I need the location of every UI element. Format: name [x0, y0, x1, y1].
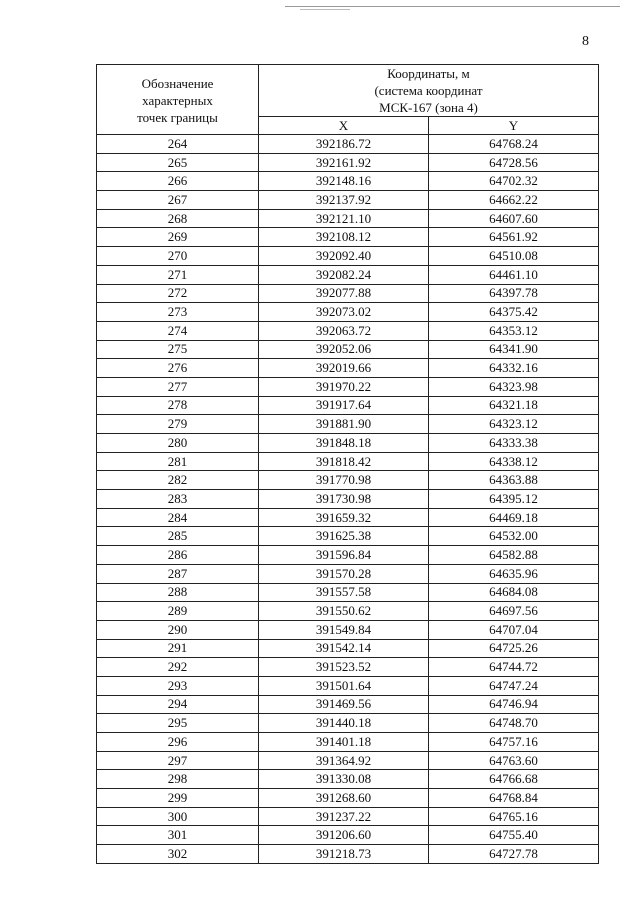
table-row	[97, 340, 599, 359]
table-row	[97, 508, 599, 527]
point-id-cell: 301	[97, 826, 259, 845]
y-coordinate-cell: 64707.04	[429, 620, 599, 639]
table-row	[97, 321, 599, 340]
x-coordinate-cell: 391501.64	[259, 676, 429, 695]
point-id-cell: 283	[97, 490, 259, 509]
table-row	[97, 845, 599, 864]
table-row	[97, 658, 599, 677]
table-row	[97, 546, 599, 565]
x-coordinate-cell: 391440.18	[259, 714, 429, 733]
point-id-cell: 300	[97, 807, 259, 826]
x-coordinate-cell: 392186.72	[259, 135, 429, 154]
table-row	[97, 135, 599, 154]
point-id-cell: 275	[97, 340, 259, 359]
table-row	[97, 826, 599, 845]
y-coordinate-cell: 64635.96	[429, 564, 599, 583]
x-coordinate-cell: 392092.40	[259, 247, 429, 266]
y-coordinate-cell: 64363.88	[429, 471, 599, 490]
point-column-header	[97, 65, 259, 135]
point-id-cell: 298	[97, 770, 259, 789]
table-row	[97, 172, 599, 191]
coords-header-line3: МСК-167 (зона 4)	[379, 100, 478, 115]
point-id-cell: 282	[97, 471, 259, 490]
x-coordinate-cell: 391523.52	[259, 658, 429, 677]
x-column-header: X	[259, 117, 429, 135]
x-coordinate-cell: 392137.92	[259, 191, 429, 210]
y-coordinate-cell: 64338.12	[429, 452, 599, 471]
point-id-cell: 280	[97, 434, 259, 453]
y-coordinate-cell: 64768.84	[429, 789, 599, 808]
y-coordinate-cell: 64332.16	[429, 359, 599, 378]
y-coordinate-cell: 64744.72	[429, 658, 599, 677]
x-coordinate-cell: 392063.72	[259, 321, 429, 340]
y-coordinate-cell: 64766.68	[429, 770, 599, 789]
table-row	[97, 228, 599, 247]
x-coordinate-cell: 391970.22	[259, 377, 429, 396]
top-rule	[285, 6, 620, 7]
y-coordinate-cell: 64375.42	[429, 303, 599, 322]
y-coordinate-cell: 64323.12	[429, 415, 599, 434]
table-row	[97, 359, 599, 378]
table-row	[97, 733, 599, 752]
y-coordinate-cell: 64532.00	[429, 527, 599, 546]
point-id-cell: 268	[97, 209, 259, 228]
y-coordinate-cell: 64747.24	[429, 676, 599, 695]
table-row	[97, 396, 599, 415]
point-id-cell: 269	[97, 228, 259, 247]
y-coordinate-cell: 64395.12	[429, 490, 599, 509]
y-coordinate-cell: 64461.10	[429, 265, 599, 284]
table-row	[97, 751, 599, 770]
y-coordinate-cell: 64510.08	[429, 247, 599, 266]
point-id-cell: 299	[97, 789, 259, 808]
y-coordinate-cell: 64469.18	[429, 508, 599, 527]
x-coordinate-cell: 391596.84	[259, 546, 429, 565]
point-id-cell: 284	[97, 508, 259, 527]
y-coordinate-cell: 64763.60	[429, 751, 599, 770]
table-body	[97, 135, 599, 864]
table-row	[97, 471, 599, 490]
table-row	[97, 620, 599, 639]
x-coordinate-cell: 391770.98	[259, 471, 429, 490]
table-row	[97, 602, 599, 621]
point-id-cell: 273	[97, 303, 259, 322]
y-coordinate-cell: 64725.26	[429, 639, 599, 658]
x-coordinate-cell: 391550.62	[259, 602, 429, 621]
point-id-cell: 274	[97, 321, 259, 340]
point-header-line1: Обозначение	[141, 76, 214, 91]
table-row	[97, 695, 599, 714]
x-coordinate-cell: 391570.28	[259, 564, 429, 583]
x-coordinate-cell: 391364.92	[259, 751, 429, 770]
table-row	[97, 564, 599, 583]
x-coordinate-cell: 392052.06	[259, 340, 429, 359]
table-row	[97, 639, 599, 658]
point-id-cell: 279	[97, 415, 259, 434]
x-coordinate-cell: 391557.58	[259, 583, 429, 602]
coords-header-line1: Координаты, м	[387, 66, 470, 81]
table-row	[97, 191, 599, 210]
table-row	[97, 377, 599, 396]
y-coordinate-cell: 64755.40	[429, 826, 599, 845]
point-id-cell: 302	[97, 845, 259, 864]
point-id-cell: 278	[97, 396, 259, 415]
y-coordinate-cell: 64341.90	[429, 340, 599, 359]
y-coordinate-cell: 64728.56	[429, 153, 599, 172]
point-id-cell: 276	[97, 359, 259, 378]
x-coordinate-cell: 392019.66	[259, 359, 429, 378]
y-coordinate-cell: 64323.98	[429, 377, 599, 396]
table-row	[97, 490, 599, 509]
table-row	[97, 527, 599, 546]
x-coordinate-cell: 391881.90	[259, 415, 429, 434]
table-row	[97, 714, 599, 733]
page-number: 8	[582, 34, 589, 49]
y-column-header: Y	[429, 117, 599, 135]
point-id-cell: 266	[97, 172, 259, 191]
coordinates-table	[96, 64, 599, 864]
x-coordinate-cell: 391330.08	[259, 770, 429, 789]
table-row	[97, 770, 599, 789]
point-header-line3: точек границы	[137, 110, 218, 125]
point-id-cell: 289	[97, 602, 259, 621]
point-id-cell: 293	[97, 676, 259, 695]
top-rule-short	[300, 9, 350, 10]
x-coordinate-cell: 392073.02	[259, 303, 429, 322]
y-coordinate-cell: 64697.56	[429, 602, 599, 621]
y-coordinate-cell: 64727.78	[429, 845, 599, 864]
table-row	[97, 209, 599, 228]
x-coordinate-cell: 391848.18	[259, 434, 429, 453]
x-coordinate-cell: 392077.88	[259, 284, 429, 303]
point-id-cell: 264	[97, 135, 259, 154]
y-coordinate-cell: 64662.22	[429, 191, 599, 210]
y-coordinate-cell: 64684.08	[429, 583, 599, 602]
x-coordinate-cell: 391659.32	[259, 508, 429, 527]
point-id-cell: 281	[97, 452, 259, 471]
y-coordinate-cell: 64746.94	[429, 695, 599, 714]
x-coordinate-cell: 391542.14	[259, 639, 429, 658]
x-coordinate-cell: 391237.22	[259, 807, 429, 826]
table-row	[97, 434, 599, 453]
point-id-cell: 296	[97, 733, 259, 752]
point-id-cell: 271	[97, 265, 259, 284]
table-row	[97, 676, 599, 695]
point-id-cell: 277	[97, 377, 259, 396]
point-id-cell: 291	[97, 639, 259, 658]
table-row	[97, 452, 599, 471]
x-coordinate-cell: 391218.73	[259, 845, 429, 864]
y-coordinate-cell: 64702.32	[429, 172, 599, 191]
point-id-cell: 294	[97, 695, 259, 714]
table-row	[97, 807, 599, 826]
x-coordinate-cell: 391549.84	[259, 620, 429, 639]
point-id-cell: 288	[97, 583, 259, 602]
point-id-cell: 292	[97, 658, 259, 677]
table-row	[97, 583, 599, 602]
x-coordinate-cell: 392148.16	[259, 172, 429, 191]
x-coordinate-cell: 391469.56	[259, 695, 429, 714]
x-coordinate-cell: 391206.60	[259, 826, 429, 845]
x-coordinate-cell: 391401.18	[259, 733, 429, 752]
point-id-cell: 267	[97, 191, 259, 210]
point-id-cell: 297	[97, 751, 259, 770]
table-row	[97, 265, 599, 284]
table-row	[97, 153, 599, 172]
coords-header-line2: (система координат	[374, 83, 483, 98]
table-row	[97, 247, 599, 266]
point-id-cell: 290	[97, 620, 259, 639]
x-coordinate-cell: 392121.10	[259, 209, 429, 228]
y-coordinate-cell: 64757.16	[429, 733, 599, 752]
point-id-cell: 270	[97, 247, 259, 266]
table-row	[97, 789, 599, 808]
x-coordinate-cell: 391818.42	[259, 452, 429, 471]
point-id-cell: 286	[97, 546, 259, 565]
x-coordinate-cell: 391917.64	[259, 396, 429, 415]
y-coordinate-cell: 64765.16	[429, 807, 599, 826]
y-coordinate-cell: 64397.78	[429, 284, 599, 303]
point-id-cell: 265	[97, 153, 259, 172]
x-coordinate-cell: 391730.98	[259, 490, 429, 509]
coordinates-header	[259, 65, 599, 117]
x-coordinate-cell: 391268.60	[259, 789, 429, 808]
y-coordinate-cell: 64582.88	[429, 546, 599, 565]
y-coordinate-cell: 64321.18	[429, 396, 599, 415]
y-coordinate-cell: 64561.92	[429, 228, 599, 247]
x-coordinate-cell: 392108.12	[259, 228, 429, 247]
point-id-cell: 287	[97, 564, 259, 583]
x-coordinate-cell: 392082.24	[259, 265, 429, 284]
point-id-cell: 285	[97, 527, 259, 546]
y-coordinate-cell: 64607.60	[429, 209, 599, 228]
point-header-line2: характерных	[142, 93, 213, 108]
table-row	[97, 415, 599, 434]
x-coordinate-cell: 392161.92	[259, 153, 429, 172]
point-id-cell: 272	[97, 284, 259, 303]
table-row	[97, 284, 599, 303]
y-coordinate-cell: 64333.38	[429, 434, 599, 453]
x-coordinate-cell: 391625.38	[259, 527, 429, 546]
y-coordinate-cell: 64748.70	[429, 714, 599, 733]
point-id-cell: 295	[97, 714, 259, 733]
table-row	[97, 303, 599, 322]
y-coordinate-cell: 64768.24	[429, 135, 599, 154]
y-coordinate-cell: 64353.12	[429, 321, 599, 340]
